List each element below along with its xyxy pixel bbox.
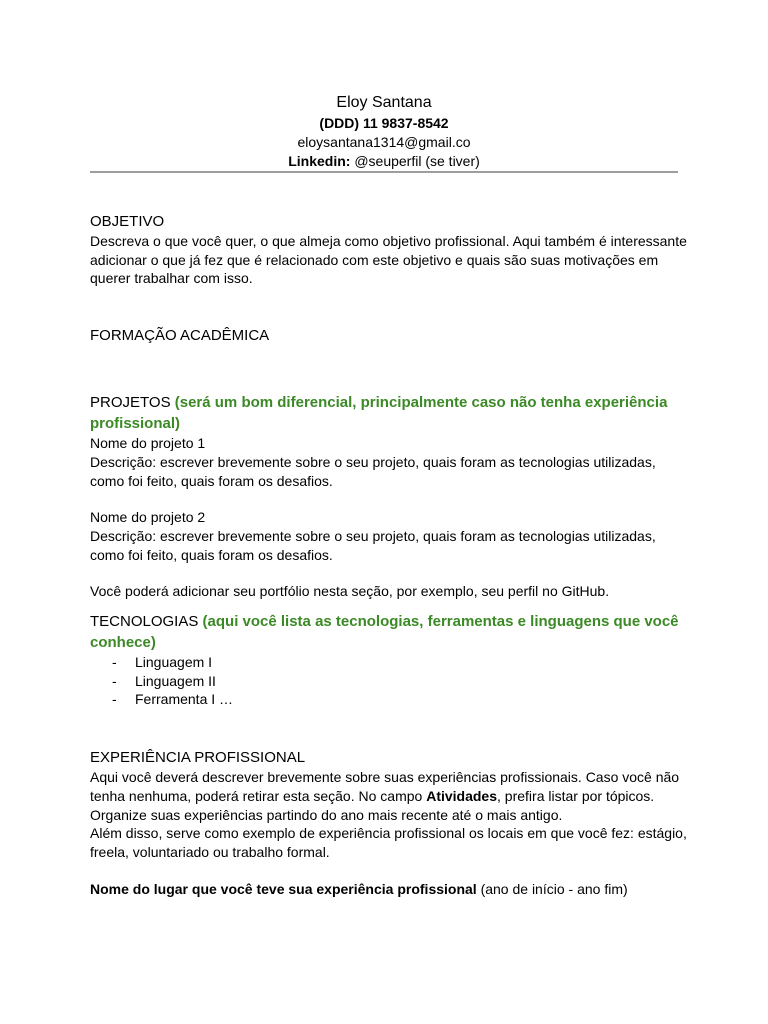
experiencia-intro-text-end: , prefira listar por tópicos. xyxy=(497,787,655,804)
projetos-title: PROJETOS xyxy=(90,394,171,412)
section-title-projetos xyxy=(90,392,690,434)
section-formacao xyxy=(90,325,690,346)
list-item xyxy=(90,672,690,691)
atividades-label: Atividades xyxy=(426,787,498,804)
project-description: Descrição: escrever brevemente sobre o seu projeto, quais foram as tecnologias utilizadas, como foi feito, quais foram os desafios. xyxy=(90,453,656,489)
list-bullet: - xyxy=(112,672,117,689)
linkedin-label: Linkedin: xyxy=(288,153,351,169)
candidate-name: Eloy Santana xyxy=(336,94,432,111)
list-bullet: - xyxy=(112,654,117,671)
experiencia-examples: Além disso, serve como exemplo de experiência profissional os locais em que você fez: estágio, freela, voluntariado ou trabalho formal. xyxy=(90,825,687,860)
tecnologias-title: TECNOLOGIAS xyxy=(90,613,199,631)
linkedin-line xyxy=(90,152,678,171)
section-title-objetivo: OBJETIVO xyxy=(90,213,165,230)
experience-years: (ano de início - ano fim) xyxy=(476,880,628,897)
section-title-formacao: FORMAÇÃO ACADÊMICA xyxy=(90,327,270,345)
list-item-text: Linguagem I xyxy=(135,654,213,671)
portfolio-note: Você poderá adicionar seu portfólio nesta seção, por exemplo, seu perfil no GitHub. xyxy=(90,583,610,600)
resume-body xyxy=(90,211,690,898)
tecnologias-list xyxy=(90,653,690,709)
section-tecnologias xyxy=(90,611,690,709)
section-title-tecnologias xyxy=(90,611,690,653)
list-item xyxy=(90,653,690,672)
phone-number: (DDD) 11 9837-8542 xyxy=(319,115,449,131)
linkedin-value: @seuperfil (se tiver) xyxy=(350,153,480,169)
experiencia-order-note: Organize suas experiências partindo do ano mais recente até o mais antigo. xyxy=(90,806,563,823)
list-item-text: Ferramenta I … xyxy=(135,691,234,708)
tecnologias-note: (aqui você lista as tecnologias, ferramentas e linguagens que você conhece) xyxy=(90,613,679,652)
objetivo-text: Descreva o que você quer, o que almeja como objetivo profissional. Aqui também é interessante adicionar o que já fez que é relacionado com este objetivo e quais são suas motivações em querer trabalhar com isso. xyxy=(90,233,687,287)
section-projetos xyxy=(90,392,690,601)
experiencia-intro-text: Aqui você deverá descrever brevemente sobre suas experiências profissionais. Caso você não tenha nenhuma, poderá retirar esta seção. No campo xyxy=(90,769,680,804)
experience-entry-title xyxy=(90,880,690,899)
project-description: Descrição: escrever brevemente sobre o seu projeto, quais foram as tecnologias utilizadas, como foi feito, quais foram os desafios. xyxy=(90,527,656,563)
email-address: eloysantana1314@gmail.co xyxy=(297,134,471,150)
list-item-text: Linguagem II xyxy=(135,672,216,689)
resume-header xyxy=(90,92,678,171)
list-bullet: - xyxy=(112,691,117,708)
projetos-note: (será um bom diferencial, principalmente caso não tenha experiência profissional) xyxy=(90,394,668,433)
section-objetivo xyxy=(90,211,690,288)
experiencia-intro xyxy=(90,768,690,805)
project-name: Nome do projeto 2 xyxy=(90,509,206,526)
project-name: Nome do projeto 1 xyxy=(90,435,206,452)
list-item xyxy=(90,690,690,709)
section-experiencia xyxy=(90,747,690,898)
section-title-experiencia: EXPERIÊNCIA PROFISSIONAL xyxy=(90,749,306,767)
header-divider xyxy=(90,171,678,173)
experience-place: Nome do lugar que você teve sua experiência profissional xyxy=(90,880,477,897)
